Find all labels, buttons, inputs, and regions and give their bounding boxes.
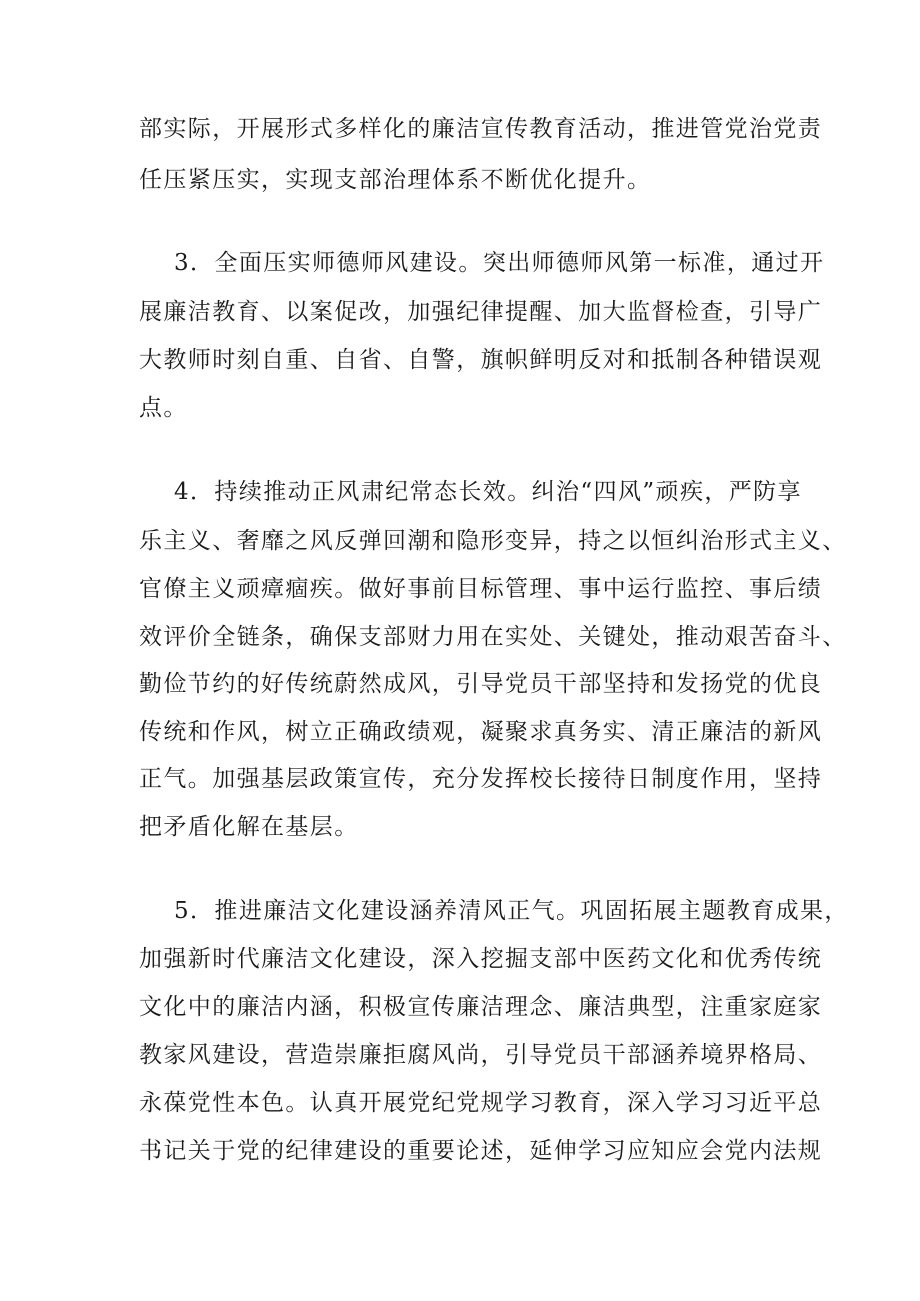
- paragraph-3-line-7: 正气。加强基层政策宣传，充分发挥校长接待日制度作用，坚持: [139, 766, 823, 792]
- paragraph-2-line-1: 3．全面压实师德师风建设。突出师德师风第一标准，通过开: [174, 250, 825, 276]
- paragraph-4-line-4: 教家风建设，营造崇廉拒腐风尚，引导党员干部涵养境界格局、: [139, 1042, 823, 1068]
- paragraph-3-line-6: 传统和作风，树立正确政绩观，凝聚求真务实、清正廉洁的新风: [139, 719, 823, 745]
- paragraph-2-line-2: 展廉洁教育、以案促改，加强纪律提醒、加大监督检查，引导广: [139, 299, 823, 325]
- paragraph-2-line-3: 大教师时刻自重、自省、自警，旗帜鲜明反对和抵制各种错误观: [139, 347, 823, 373]
- paragraph-4-line-5: 永葆党性本色。认真开展党纪党规学习教育，深入学习习近平总: [139, 1090, 823, 1116]
- paragraph-4-line-2: 加强新时代廉洁文化建设，深入挖掘支部中医药文化和优秀传统: [139, 946, 823, 972]
- paragraph-3-line-3: 官僚主义顽瘴痼疾。做好事前目标管理、事中运行监控、事后绩: [139, 576, 823, 602]
- paragraph-1-line-2: 任压紧压实，实现支部治理体系不断优化提升。: [139, 167, 652, 193]
- paragraph-3-line-5: 勤俭节约的好传统蔚然成风，引导党员干部坚持和发扬党的优良: [139, 671, 823, 697]
- paragraph-1-line-1: 部实际，开展形式多样化的廉洁宣传教育活动，推进管党治党责: [139, 116, 823, 142]
- paragraph-3-line-4: 效评价全链条，确保支部财力用在实处、关键处，推动艰苦奋斗、: [139, 624, 847, 650]
- paragraph-2-line-4: 点。: [139, 395, 188, 421]
- paragraph-3-line-2: 乐主义、奢靡之风反弹回潮和隐形变异，持之以恒纠治形式主义、: [139, 528, 847, 554]
- paragraph-4-line-6: 书记关于党的纪律建设的重要论述，延伸学习应知应会党内法规: [139, 1138, 823, 1164]
- paragraph-4-line-1: 5．推进廉洁文化建设涵养清风正气。巩固拓展主题教育成果，: [174, 898, 849, 924]
- paragraph-3-line-1: 4．持续推动正风肃纪常态长效。纠治“四风”顽疾，严防享: [174, 479, 802, 505]
- paragraph-4-line-3: 文化中的廉洁内涵，积极宣传廉洁理念、廉洁典型，注重家庭家: [139, 994, 823, 1020]
- paragraph-3-line-8: 把矛盾化解在基层。: [139, 814, 359, 840]
